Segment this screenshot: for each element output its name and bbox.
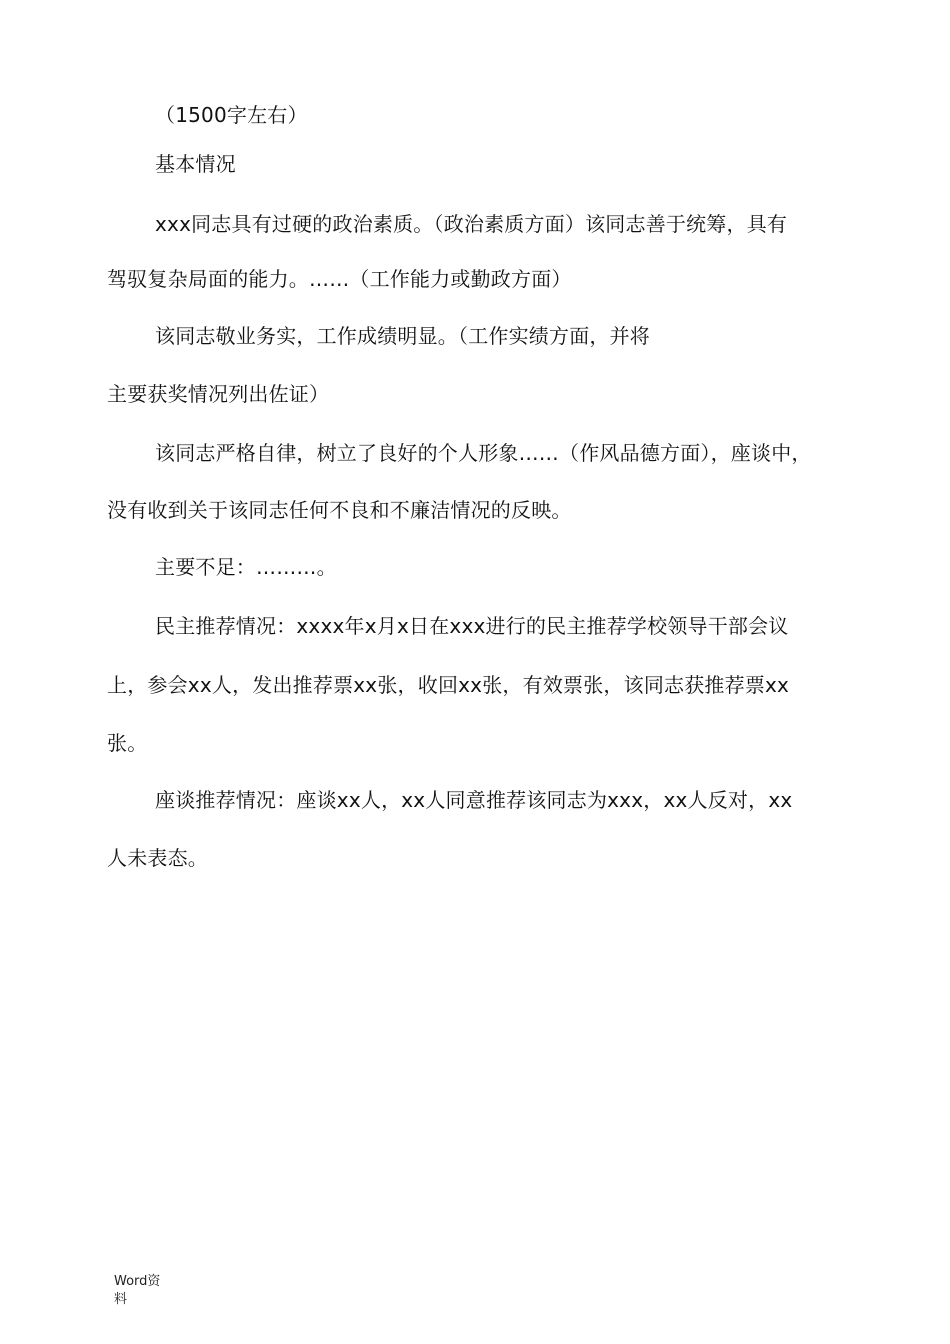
footer-label-line-1: Word资 <box>114 1274 161 1289</box>
section-heading-basic-info: 基本情况 <box>155 152 236 176</box>
paragraph-democratic-recommendation-line-2: 上，参会xx人，发出推荐票xx张，收回xx张，有效票张，该同志获推荐票xx <box>107 673 790 697</box>
paragraph-performance-line-2: 主要获奖情况列出佐证） <box>107 382 330 406</box>
paragraph-interview-recommendation-line-2: 人未表态。 <box>107 846 208 870</box>
word-count-note: （1500字左右） <box>155 103 308 127</box>
paragraph-political-line-2: 驾驭复杂局面的能力。……（工作能力或勤政方面） <box>107 267 572 291</box>
paragraph-democratic-recommendation-line-1: 民主推荐情况：xxxx年x月x日在xxx进行的民主推荐学校领导干部会议 <box>155 614 789 638</box>
paragraph-conduct-line-1: 该同志严格自律，树立了良好的个人形象……（作风品德方面），座谈中， <box>155 441 812 465</box>
paragraph-democratic-recommendation-line-3: 张。 <box>107 731 148 755</box>
paragraph-interview-recommendation-line-1: 座谈推荐情况：座谈xx人，xx人同意推荐该同志为xxx，xx人反对，xx <box>155 788 793 812</box>
paragraph-political-line-1: xxx同志具有过硬的政治素质。（政治素质方面）该同志善于统筹，具有 <box>155 212 788 236</box>
paragraph-conduct-line-2: 没有收到关于该同志任何不良和不廉洁情况的反映。 <box>107 498 572 522</box>
paragraph-shortcomings: 主要不足：………。 <box>155 555 337 579</box>
paragraph-performance-line-1: 该同志敬业务实，工作成绩明显。（工作实绩方面，并将 <box>155 324 650 348</box>
footer-label-line-2: 料 <box>114 1292 128 1307</box>
